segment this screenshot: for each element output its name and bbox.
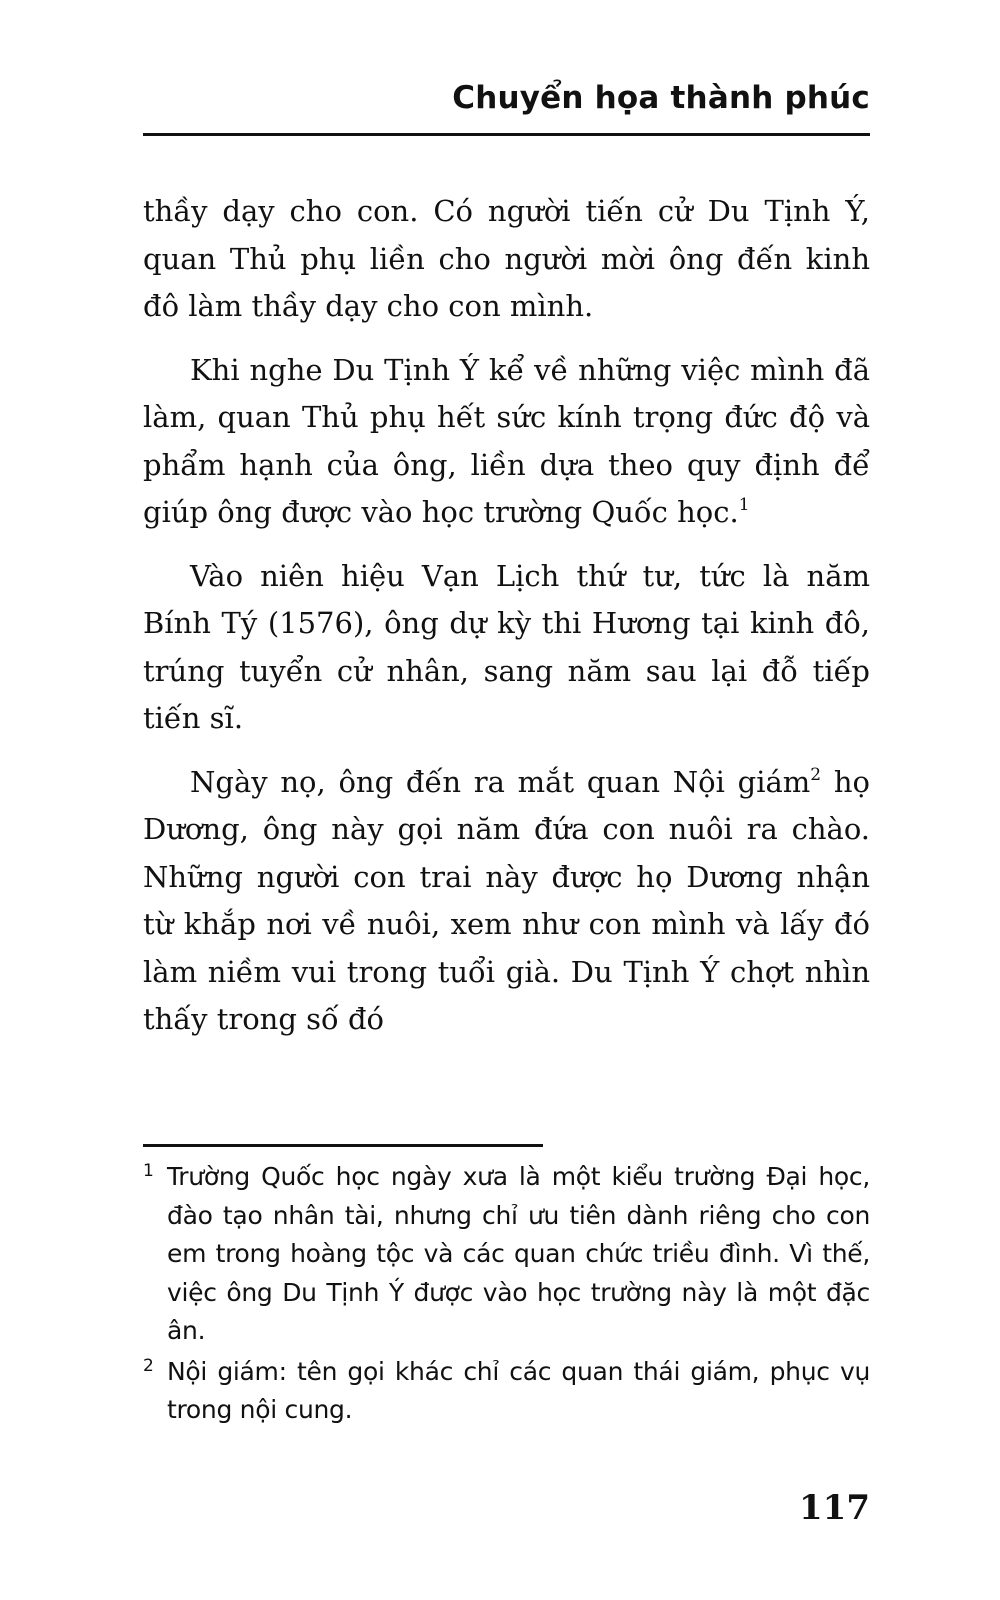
paragraph-1-text: thầy dạy cho con. Có người tiến cử Du Tịnh Ý, quan Thủ phụ liền cho người mời ông đến kinh đô làm thầy dạy cho con mình.	[143, 194, 870, 323]
footnote-1	[143, 1158, 870, 1351]
footnote-1-text: Trường Quốc học ngày xưa là một kiểu trường Đại học, đào tạo nhân tài, nhưng chỉ ưu tiên dành riêng cho con em trong hoàng tộc và các quan chức triều đình. Vì thế, việc ông Du Tịnh Ý được vào học trường này là một đặc ân.	[167, 1162, 870, 1345]
body-text	[143, 188, 870, 1060]
paragraph-4	[143, 759, 870, 1044]
paragraph-1	[143, 188, 870, 331]
footnote-rule	[143, 1144, 543, 1147]
footnote-ref-1[interactable]: 1	[738, 495, 750, 515]
page-number: 117	[799, 1488, 870, 1528]
running-title: Chuyển họa thành phúc	[452, 80, 870, 116]
footnotes	[143, 1158, 870, 1432]
paragraph-3-text: Vào niên hiệu Vạn Lịch thứ tư, tức là năm Bính Tý (1576), ông dự kỳ thi Hương tại kinh đô, trúng tuyển cử nhân, sang năm sau lại đỗ tiếp tiến sĩ.	[143, 558, 870, 735]
footnote-mark-1: 1	[143, 1161, 154, 1181]
footnote-2-text: Nội giám: tên gọi khác chỉ các quan thái giám, phục vụ trong nội cung.	[167, 1356, 870, 1424]
paragraph-4-text-b: họ Dương, ông này gọi năm đứa con nuôi ra chào. Những người con trai này được họ Dương nhận từ khắp nơi về nuôi, xem như con mình và lấy đó làm niềm vui trong tuổi già. Du Tịnh Ý chợt nhìn thấy trong số đó	[143, 764, 870, 1036]
header-rule	[143, 133, 870, 136]
paragraph-2	[143, 347, 870, 537]
footnote-2	[143, 1353, 870, 1430]
paragraph-4-text-a: Ngày nọ, ông đến ra mắt quan Nội giám	[190, 764, 811, 799]
paragraph-3	[143, 553, 870, 743]
footnote-mark-2: 2	[143, 1355, 154, 1376]
footnote-ref-2[interactable]: 2	[810, 764, 822, 785]
paragraph-2-text: Khi nghe Du Tịnh Ý kể về những việc mình đã làm, quan Thủ phụ hết sức kính trọng đức độ và phẩm hạnh của ông, liền dựa theo quy định để giúp ông được vào học trường Quốc học.	[143, 352, 870, 529]
